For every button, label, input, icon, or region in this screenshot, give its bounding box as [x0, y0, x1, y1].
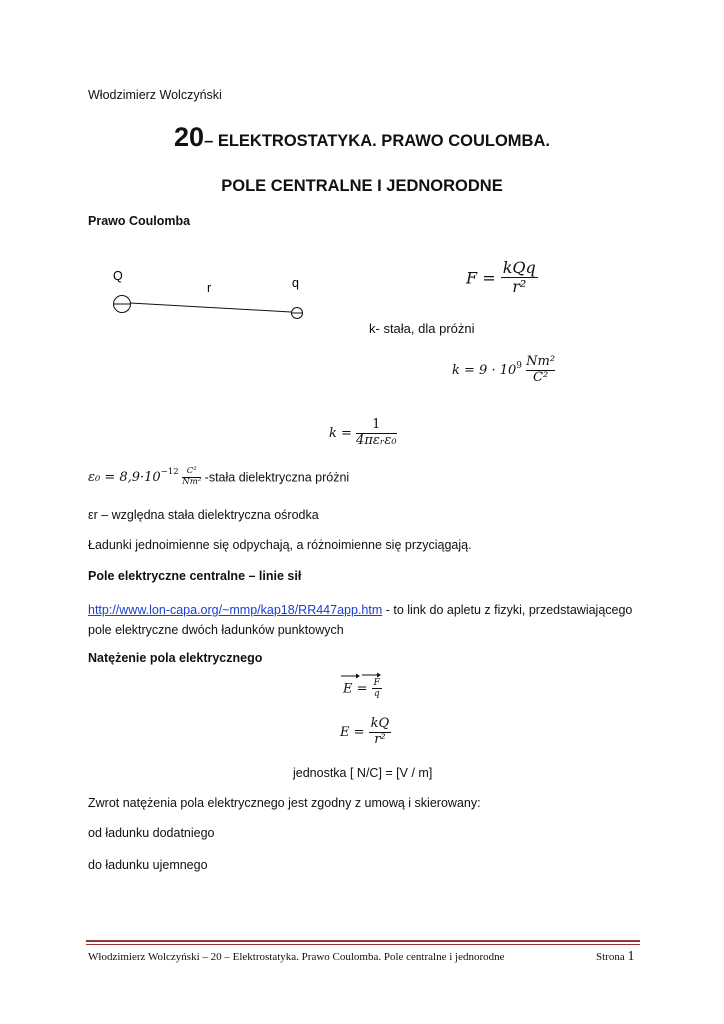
- unit-line: jednostka [ N/C] = [V / m]: [293, 766, 433, 780]
- formula-coulomb: [466, 259, 538, 297]
- title-number: 20: [174, 122, 205, 152]
- formula-F-lhs: F =: [466, 268, 496, 288]
- footer-page-number: 1: [627, 949, 635, 964]
- link-description: - to link do apletu z fizyki, przedstawiającego: [382, 603, 633, 617]
- title-text: – ELEKTROSTATYKA. PRAWO COULOMBA.: [204, 132, 550, 150]
- formula-E-vector: [343, 672, 382, 700]
- formula-k-value: [452, 355, 555, 386]
- link-paragraph: [88, 600, 632, 640]
- section-coulomb-heading: Prawo Coulomba: [88, 214, 191, 228]
- formula-E-denominator: r²: [374, 731, 386, 747]
- eps0-description: -stała dielektryczna próżni: [201, 470, 350, 485]
- link-description-line2: pole elektryczne dwóch ładunków punktowych: [88, 623, 344, 637]
- formula-k-value-denominator: C²: [526, 370, 555, 386]
- page-title: [0, 122, 724, 153]
- eps0-lhs: ε₀ = 8,9·10: [88, 470, 161, 486]
- label-q: q: [292, 276, 299, 290]
- formula-k-eps-denominator: 4πεᵣε₀: [356, 432, 397, 448]
- formula-E-vec-denominator: q: [373, 689, 380, 700]
- distance-line: [130, 303, 291, 312]
- formula-k-value-exponent: 9: [516, 360, 522, 371]
- footer-page: [596, 949, 634, 965]
- formula-k-eps-lhs: k =: [329, 425, 352, 441]
- to-negative-line: do ładunku ujemnego: [88, 858, 208, 872]
- formula-F-numerator: kQq: [502, 258, 536, 277]
- formula-E-scalar: [340, 717, 391, 748]
- subtitle: POLE CENTRALNE I JEDNORODNE: [221, 177, 503, 195]
- charges-interaction-line: Ładunki jednoimienne się odpychają, a różnoimienne się przyciągają.: [88, 538, 472, 552]
- epsilon-r-line: εr – względna stała dielektryczna ośrodka: [88, 508, 319, 522]
- formula-k-eps-numerator: 1: [356, 418, 397, 434]
- k-description: k- stała, dla próżni: [369, 321, 475, 336]
- formula-E-vec-numerator: F: [373, 678, 380, 688]
- footer-page-label: Strona: [596, 951, 625, 963]
- applet-link[interactable]: http://www.lon-capa.org/~mmp/kap18/RR447app.htm: [88, 603, 383, 617]
- footer-rule: [86, 940, 640, 942]
- vector-arrows-icon: [340, 672, 382, 680]
- from-positive-line: od ładunku dodatniego: [88, 826, 215, 840]
- epsilon0-line: [88, 467, 349, 488]
- formula-E-vec-lhs: E =: [343, 681, 368, 697]
- eps0-exponent: −12: [160, 467, 179, 477]
- formula-k-epsilon: [329, 418, 397, 449]
- charges-diagram: [100, 268, 320, 328]
- direction-line: Zwrot natężenia pola elektrycznego jest zgodny z umową i skierowany:: [88, 796, 481, 810]
- eps0-numerator: C²: [182, 467, 201, 478]
- footer-rule-thin: [86, 944, 640, 945]
- footer-text: Włodzimierz Wolczyński – 20 – Elektrostatyka. Prawo Coulomba. Pole centralne i jednorodne: [88, 951, 505, 963]
- label-Q: Q: [113, 269, 123, 283]
- header-author: Włodzimierz Wolczyński: [88, 88, 222, 102]
- label-r: r: [207, 281, 212, 295]
- eps0-denominator: Nm²: [182, 477, 202, 488]
- section-field-heading: Natężenie pola elektrycznego: [88, 651, 263, 665]
- formula-k-value-numerator: Nm²: [526, 354, 556, 369]
- section-central-heading: Pole elektryczne centralne – linie sił: [88, 569, 302, 583]
- formula-k-value-lhs: k = 9 · 10: [452, 362, 517, 378]
- formula-E-lhs: E =: [340, 724, 365, 740]
- formula-F-denominator: r²: [512, 277, 527, 297]
- formula-E-numerator: kQ: [370, 716, 390, 731]
